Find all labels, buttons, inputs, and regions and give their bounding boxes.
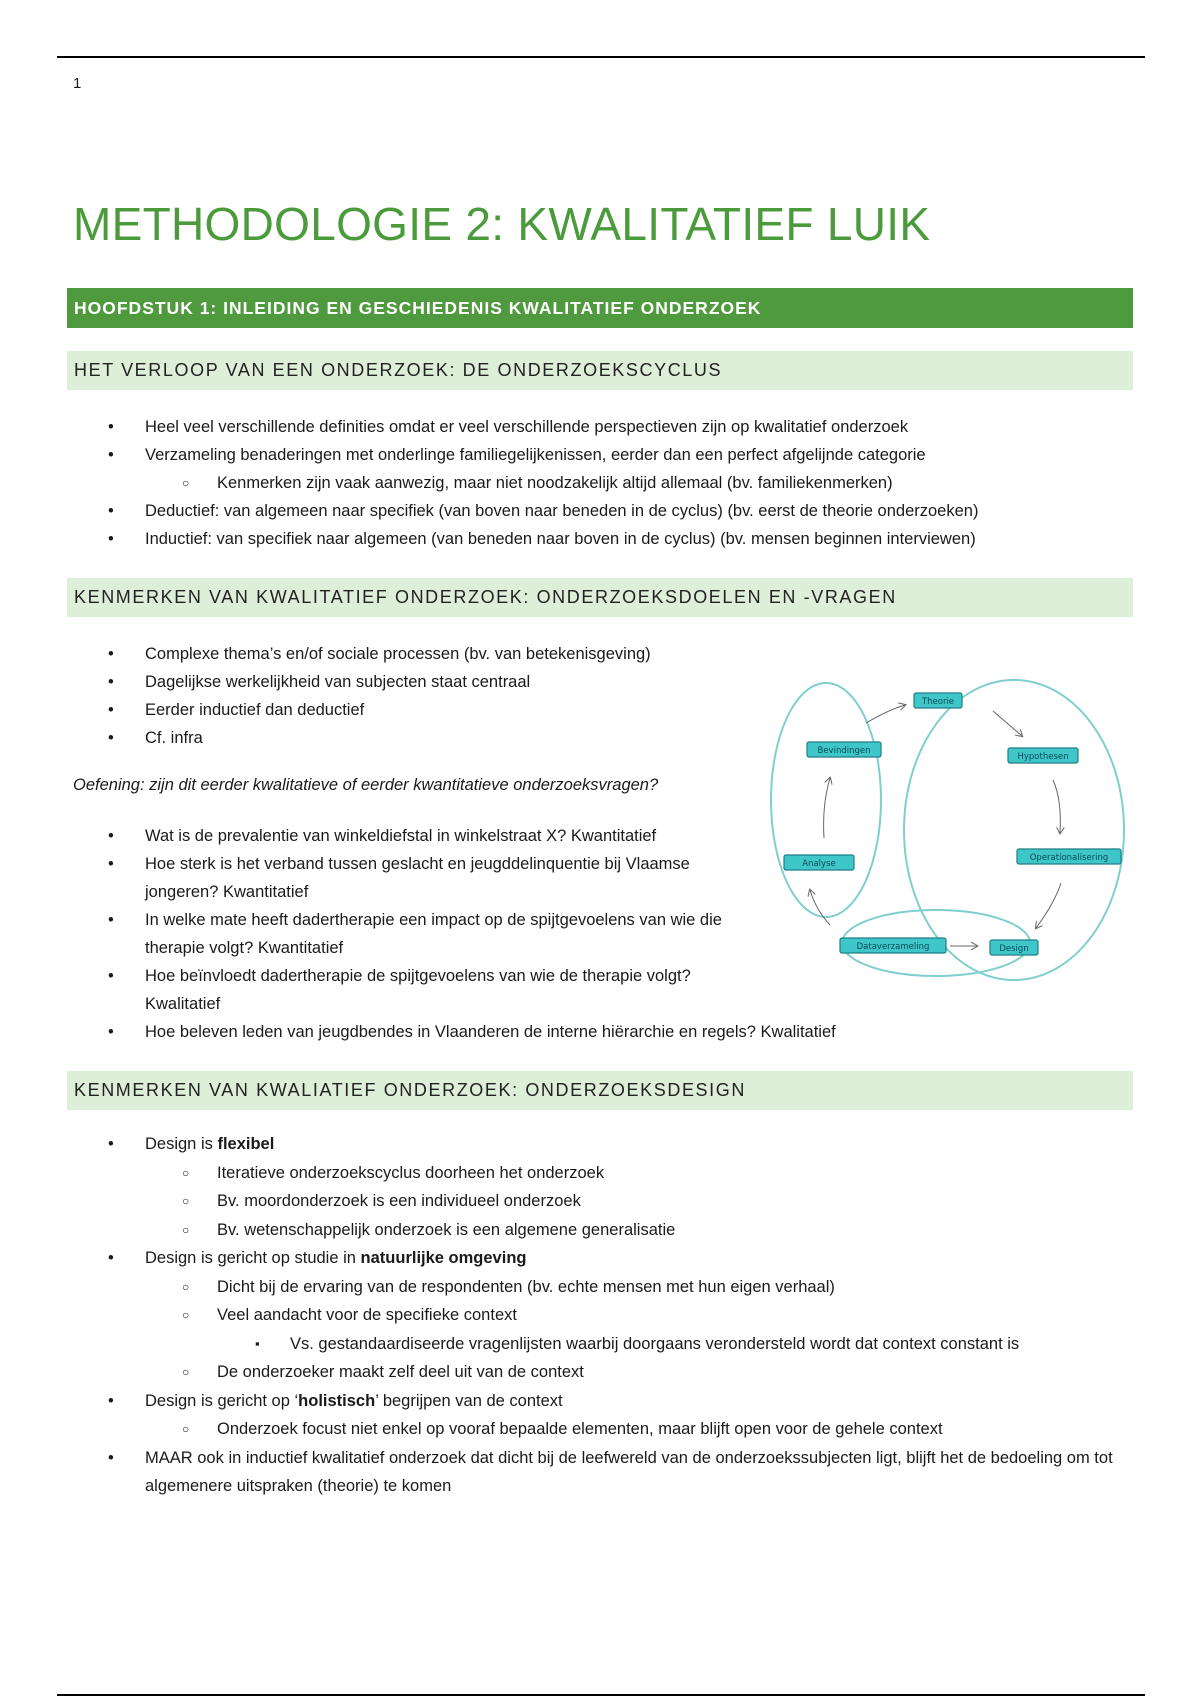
list-item: ○ Iteratieve onderzoekscyclus doorheen het onderzoek	[0, 1159, 1125, 1188]
section-heading-goals: KENMERKEN VAN KWALITATIEF ONDERZOEK: ONDERZOEKSDOELEN EN -VRAGEN	[67, 578, 1133, 617]
list-item: • Inductief: van specifiek naar algemeen (van beneden naar boven in de cyclus) (bv. mensen beginnen interviewen)	[0, 525, 978, 553]
bottom-rule	[57, 1694, 1145, 1696]
list-item: • Wat is de prevalentie van winkeldiefstal in winkelstraat X? Kwantitatief	[0, 822, 740, 850]
list-item: ○ Bv. moordonderzoek is een individueel onderzoek	[0, 1187, 1125, 1216]
list-item: • Cf. infra	[0, 724, 651, 752]
diagram-node-hypothesen	[1008, 748, 1078, 763]
section-heading-cycle: HET VERLOOP VAN EEN ONDERZOEK: DE ONDERZOEKSCYCLUS	[67, 351, 1133, 390]
cycle-bullet-list	[0, 413, 978, 553]
section-heading-design: KENMERKEN VAN KWALIATIEF ONDERZOEK: ONDERZOEKSDESIGN	[67, 1071, 1133, 1110]
list-item: ○ De onderzoeker maakt zelf deel uit van de context	[0, 1358, 1125, 1387]
diagram-node-design	[990, 940, 1038, 955]
node-label: Bevindingen	[817, 746, 871, 756]
list-item: • Hoe sterk is het verband tussen geslacht en jeugddelinquentie bij Vlaamse jongeren? Kwantitatief	[0, 850, 740, 906]
node-label: Analyse	[802, 859, 836, 869]
top-rule	[57, 56, 1145, 58]
list-item: • Design is flexibel	[0, 1130, 1125, 1159]
diagram-node-theorie	[914, 693, 962, 708]
list-item: ○ Dicht bij de ervaring van de respondenten (bv. echte mensen met hun eigen verhaal)	[0, 1273, 1125, 1302]
node-label: Theorie	[921, 697, 955, 707]
arrow	[1036, 883, 1061, 928]
arrow	[824, 778, 830, 838]
research-cycle-diagram	[768, 670, 1128, 990]
arrow	[810, 890, 830, 925]
goals-bullet-list	[0, 640, 651, 752]
arrow	[866, 705, 905, 723]
list-item: • Complexe thema’s en/of sociale processen (bv. van betekenisgeving)	[0, 640, 651, 668]
diagram-node-dataverzameling	[840, 938, 946, 953]
list-item: • Design is gericht op ‘holistisch’ begrijpen van de context	[0, 1387, 1125, 1416]
list-item: ○ Veel aandacht voor de specifieke context	[0, 1301, 1125, 1330]
design-bullet-list	[0, 1130, 1125, 1501]
node-label: Design	[999, 944, 1029, 954]
list-item: ○ Onderzoek focust niet enkel op vooraf bepaalde elementen, maar blijft open voor de gehele context	[0, 1415, 1125, 1444]
node-label: Dataverzameling	[856, 942, 930, 952]
exercise-prompt: Oefening: zijn dit eerder kwalitatieve of eerder kwantitatieve onderzoeksvragen?	[73, 776, 659, 794]
list-item: • Hoe beleven leden van jeugdbendes in Vlaanderen de interne hiërarchie en regels? Kwalitatief	[0, 1018, 740, 1046]
node-label: Operationalisering	[1029, 853, 1109, 863]
diagram-node-operationalisering	[1017, 849, 1121, 864]
document-title: METHODOLOGIE 2: KWALITATIEF LUIK	[73, 198, 931, 250]
list-item: ○ Bv. wetenschappelijk onderzoek is een algemene generalisatie	[0, 1216, 1125, 1245]
node-label: Hypothesen	[1017, 752, 1069, 762]
list-item: • Dagelijkse werkelijkheid van subjecten staat centraal	[0, 668, 651, 696]
list-item: • In welke mate heeft dadertherapie een impact op de spijtgevoelens van wie die therapie volgt? Kwantitatief	[0, 906, 740, 962]
list-item: • Verzameling benaderingen met onderlinge familiegelijkenissen, eerder dan een perfect afgelijnde categorie	[0, 441, 978, 469]
list-item: • Design is gericht op studie in natuurlijke omgeving	[0, 1244, 1125, 1273]
diagram-node-bevindingen	[807, 742, 881, 757]
list-item: • Eerder inductief dan deductief	[0, 696, 651, 724]
diagram-node-analyse	[784, 855, 854, 870]
induction-ellipse	[771, 683, 881, 917]
theory-ellipse	[904, 680, 1124, 980]
list-item: • MAAR ook in inductief kwalitatief onderzoek dat dicht bij de leefwereld van de onderzoekssubjecten ligt, blijft het de bedoeling om tot algemenere uitspraken (theorie) te komen	[0, 1444, 1125, 1501]
list-item: • Heel veel verschillende definities omdat er veel verschillende perspectieven zijn op kwalitatief onderzoek	[0, 413, 978, 441]
arrow	[1053, 780, 1060, 833]
list-item: ○ Kenmerken zijn vaak aanwezig, maar niet noodzakelijk altijd allemaal (bv. familiekenmerken)	[0, 469, 978, 497]
chapter-heading: HOOFDSTUK 1: INLEIDING EN GESCHIEDENIS KWALITATIEF ONDERZOEK	[67, 288, 1133, 328]
list-item: • Deductief: van algemeen naar specifiek (van boven naar beneden in de cyclus) (bv. eerst de theorie onderzoeken)	[0, 497, 978, 525]
arrow	[993, 711, 1022, 736]
page-number: 1	[73, 75, 82, 92]
list-item: ▪ Vs. gestandaardiseerde vragenlijsten waarbij doorgaans verondersteld wordt dat context constant is	[0, 1330, 1125, 1359]
list-item: • Hoe beïnvloedt dadertherapie de spijtgevoelens van wie de therapie volgt? Kwalitatief	[0, 962, 740, 1018]
